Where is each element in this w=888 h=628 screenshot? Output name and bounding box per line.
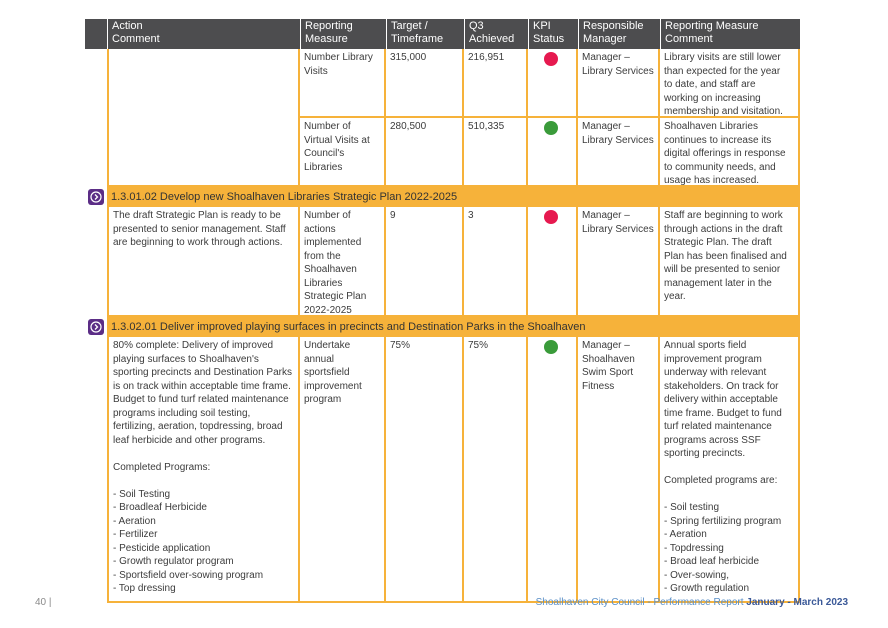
header-measure-comment: Reporting Measure Comment xyxy=(660,19,800,49)
manager-cell: Manager – Library Services xyxy=(578,207,660,317)
kpi-cell xyxy=(528,207,578,317)
footer-title xyxy=(536,597,848,608)
achieved-cell: 75% xyxy=(464,337,528,603)
kpi-status-green-dot xyxy=(544,121,558,135)
footer-org: Shoalhaven City Council - Performance Report xyxy=(535,597,747,608)
measure-cell: Undertake annual sportsfield improvement program xyxy=(300,337,386,603)
section-title: 1.3.02.01 Deliver improved playing surfaces in precincts and Destination Parks in the Shoalhaven xyxy=(107,317,800,337)
row-spacer xyxy=(85,118,107,187)
kpi-status-green-dot xyxy=(544,340,558,354)
target-cell: 75% xyxy=(386,337,464,603)
header-responsible-manager: Responsible Manager xyxy=(578,19,660,49)
header-spacer xyxy=(85,19,107,49)
header-action-comment: Action Comment xyxy=(107,19,300,49)
target-cell: 280,500 xyxy=(386,118,464,187)
page-number: 40 | xyxy=(35,597,52,608)
chevron-right-circle-icon xyxy=(88,319,104,335)
measure-cell: Number Library Visits xyxy=(300,49,386,118)
manager-cell: Manager – Library Services xyxy=(578,49,660,118)
kpi-cell xyxy=(528,49,578,118)
manager-cell: Manager – Shoalhaven Swim Sport Fitness xyxy=(578,337,660,603)
achieved-cell: 3 xyxy=(464,207,528,317)
action-comment-cell xyxy=(107,49,300,118)
comment-cell: Shoalhaven Libraries continues to increase its digital offerings in response to community needs, and usage has increased. xyxy=(660,118,800,187)
row-spacer xyxy=(85,207,107,317)
achieved-cell: 510,335 xyxy=(464,118,528,187)
header-target: Target / Timeframe xyxy=(386,19,464,49)
measure-cell: Number of actions implemented from the Shoalhaven Libraries Strategic Plan 2022-2025 xyxy=(300,207,386,317)
section-toggle[interactable] xyxy=(85,317,107,337)
section-toggle[interactable] xyxy=(85,187,107,207)
header-q3-achieved: Q3 Achieved xyxy=(464,19,528,49)
kpi-status-red-dot xyxy=(544,52,558,66)
performance-table xyxy=(85,19,800,596)
kpi-status-red-dot xyxy=(544,210,558,224)
comment-cell: Library visits are still lower than expected for the year to date, and staff are working on increasing membership and visitation. xyxy=(660,49,800,118)
chevron-right-circle-icon xyxy=(88,189,104,205)
measure-cell: Number of Virtual Visits at Council's Libraries xyxy=(300,118,386,187)
target-cell: 9 xyxy=(386,207,464,317)
manager-cell: Manager – Library Services xyxy=(578,118,660,187)
row-spacer xyxy=(85,337,107,603)
section-title: 1.3.01.02 Develop new Shoalhaven Libraries Strategic Plan 2022-2025 xyxy=(107,187,800,207)
comment-cell: Annual sports field improvement program underway with relevant stakeholders. On track for delivery within acceptable time frame. Budget to fund turf related maintenance programs across SSF sporting precincts. Completed programs are: - Soil testing - Spring fertilizing program - Aeration - Topdressing - Broad leaf herbicide - Over-sowing, - Growth regulation xyxy=(660,337,800,603)
target-cell: 315,000 xyxy=(386,49,464,118)
row-spacer xyxy=(85,49,107,118)
action-comment-cell: 80% complete: Delivery of improved playing surfaces to Shoalhaven's sporting precincts and Destination Parks is on track within acceptable time frame. Budget to fund turf related maintenance programs including soil testing, fertilizing, aeration, topdressing, broad leaf herbicide and other programs. Completed Programs: - Soil Testing - Broadleaf Herbicide - Aeration - Fertilizer - Pesticide application - Growth regulator program - Sportsfield over-sowing program - Top dressing xyxy=(107,337,300,603)
header-kpi-status: KPI Status xyxy=(528,19,578,49)
action-comment-cell: The draft Strategic Plan is ready to be presented to senior management. Staff are beginning to work through actions. xyxy=(107,207,300,317)
kpi-cell xyxy=(528,337,578,603)
comment-cell: Staff are beginning to work through actions in the draft Strategic Plan. The draft Plan has been finalised and will be presented to senior management later in the year. xyxy=(660,207,800,317)
action-comment-cell xyxy=(107,118,300,187)
achieved-cell: 216,951 xyxy=(464,49,528,118)
kpi-cell xyxy=(528,118,578,187)
footer-period: January - March 2023 xyxy=(746,597,848,608)
header-reporting-measure: Reporting Measure xyxy=(300,19,386,49)
